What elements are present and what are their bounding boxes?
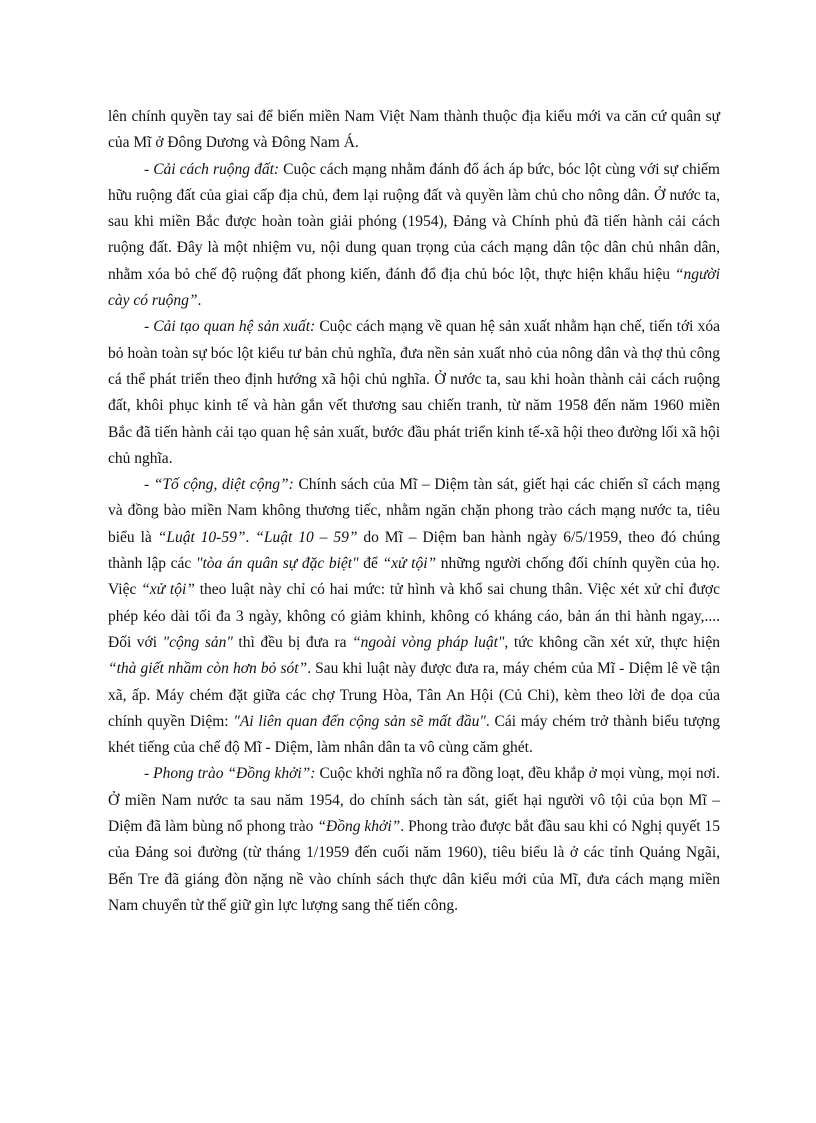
- paragraph-text: -: [144, 476, 154, 494]
- italic-term: “Tố cộng, diệt cộng”:: [153, 476, 294, 494]
- italic-term: Phong trào “Đồng khởi”:: [153, 765, 316, 783]
- italic-term: “Luật 10 – 59”: [255, 528, 358, 546]
- paragraph-text: Cuộc khởi nghĩa nổ ra đồng loạt, đều khắp ở mọi vùng, mọi nơi. Ở miền Nam nước ta sau năm 1954, do chính sách tàn sát, giết hại người vô tội của bọn Mĩ – Diệm đã làm bùng nổ phong trào: [108, 765, 720, 836]
- italic-term: “xử tội”: [382, 555, 437, 573]
- italic-term: “ngoài vòng pháp luật": [352, 633, 505, 651]
- italic-term: “thà giết nhầm còn hơn bỏ sót”: [108, 660, 308, 678]
- body-paragraph: [108, 157, 720, 315]
- paragraph-text: Chính sách của Mĩ – Diệm tàn sát, giết hại các chiến sĩ cách mạng và đồng bào miền Nam không thương tiếc, nhằm ngăn chặn phong trào cách mạng nước ta, tiêu biểu là: [108, 476, 720, 546]
- document-page: [108, 104, 720, 919]
- paragraph-text: .: [245, 528, 256, 546]
- body-paragraph: [108, 472, 720, 761]
- paragraph-text: Cuộc cách mạng về quan hệ sản xuất nhằm hạn chế, tiến tới xóa bỏ hoàn toàn sự bóc lột kiểu tư bản chủ nghĩa, đưa nền sản xuất nhỏ của nông dân và thợ thủ công cá thể phát triển theo định hướng xã hội chủ nghĩa. Ở nước ta, sau khi hoàn thành cải cách ruộng đất, khôi phục kinh tế và hàn gắn vết thương sau chiến tranh, từ năm 1958 đến năm 1960 miền Bắc đã tiến hành cải tạo quan hệ sản xuất, bước đầu phát triển kinh tế-xã hội theo đường lối xã hội chủ nghĩa.: [108, 318, 720, 467]
- italic-term: "tòa án quân sự đặc biệt": [195, 555, 359, 573]
- paragraph-text: . Sau khi luật này được đưa ra, máy chém của Mĩ - Diệm lê về tận xã, ấp. Máy chém đặt giữa các chợ Trung Hòa, Tân An Hội (Củ Chi), kèm theo lời đe dọa của chính quyền Diệm:: [108, 660, 720, 730]
- body-paragraph: [108, 104, 720, 157]
- italic-term: “Đồng khởi”: [317, 818, 401, 836]
- italic-term: “Luật 10-59”: [157, 528, 246, 546]
- paragraph-text: -: [144, 160, 154, 178]
- paragraph-text: . Cái máy chém trở thành biểu tượng khét tiếng của chế độ Mĩ - Diệm, làm nhân dân ta vô cùng căm ghét.: [108, 712, 720, 757]
- paragraph-text: do Mĩ – Diệm ban hành ngày 6/5/1959, theo đó chúng thành lập các: [108, 528, 720, 573]
- body-paragraph: [108, 314, 720, 472]
- italic-term: Cải tạo quan hệ sản xuất:: [153, 318, 316, 336]
- paragraph-text: .: [197, 292, 202, 310]
- paragraph-text: -: [144, 318, 154, 336]
- paragraph-text: -: [144, 765, 154, 783]
- paragraph-text: theo luật này chỉ có hai mức: tử hình và khổ sai chung thân. Việc xét xử chỉ được phép kéo dài tối đa 3 ngày, không có giảm khinh, không có kháng cáo, bản án thi hành ngay,.... Đối với: [108, 581, 720, 651]
- paragraph-text: thì đều bị đưa ra: [232, 633, 353, 651]
- paragraph-text: Cuộc cách mạng nhằm đánh đổ ách áp bức, bóc lột cùng với sự chiếm hữu ruộng đất của giai cấp địa chủ, đem lại ruộng đất và quyền làm chủ cho nông dân. Ở nước ta, sau khi miền Bắc được hoàn toàn giải phóng (1954), Đảng và Chính phủ đã tiến hành cải cách ruộng đất. Đây là một nhiệm vu, nội dung quan trọng của cách mạng dân tộc dân chủ nhân dân, nhằm xóa bỏ chế độ ruộng đất phong kiến, đánh đổ địa chủ bóc lột, thực hiện khẩu hiệu: [108, 160, 720, 283]
- body-paragraph: [108, 761, 720, 919]
- italic-term: Cải cách ruộng đất:: [153, 160, 280, 178]
- paragraph-text: những người chống đối chính quyền của họ. Việc: [108, 555, 720, 599]
- paragraph-text: , tức không cần xét xử, thực hiện: [504, 633, 720, 651]
- italic-term: "Ai liên quan đến cộng sản sẽ mất đầu": [233, 712, 486, 730]
- paragraph-text: để: [358, 555, 383, 573]
- paragraph-text: lên chính quyền tay sai để biến miền Nam Việt Nam thành thuộc địa kiểu mới va căn cứ quân sự của Mĩ ở Đông Dương và Đông Nam Á.: [108, 108, 720, 152]
- italic-term: “người cày có ruộng”: [108, 265, 720, 310]
- italic-term: “xử tội”: [141, 581, 195, 599]
- paragraph-text: . Phong trào được bắt đầu sau khi có Nghị quyết 15 của Đảng soi đường (từ tháng 1/1959 đến cuối năm 1960), tiêu biểu là ở các tỉnh Quảng Ngãi, Bến Tre đã giáng đòn nặng nề vào chính sách thực dân kiểu mới của Mĩ, đưa cách mạng miền Nam chuyển từ thế giữ gìn lực lượng sang thế tiến công.: [108, 818, 720, 914]
- italic-term: "cộng sản": [162, 633, 233, 651]
